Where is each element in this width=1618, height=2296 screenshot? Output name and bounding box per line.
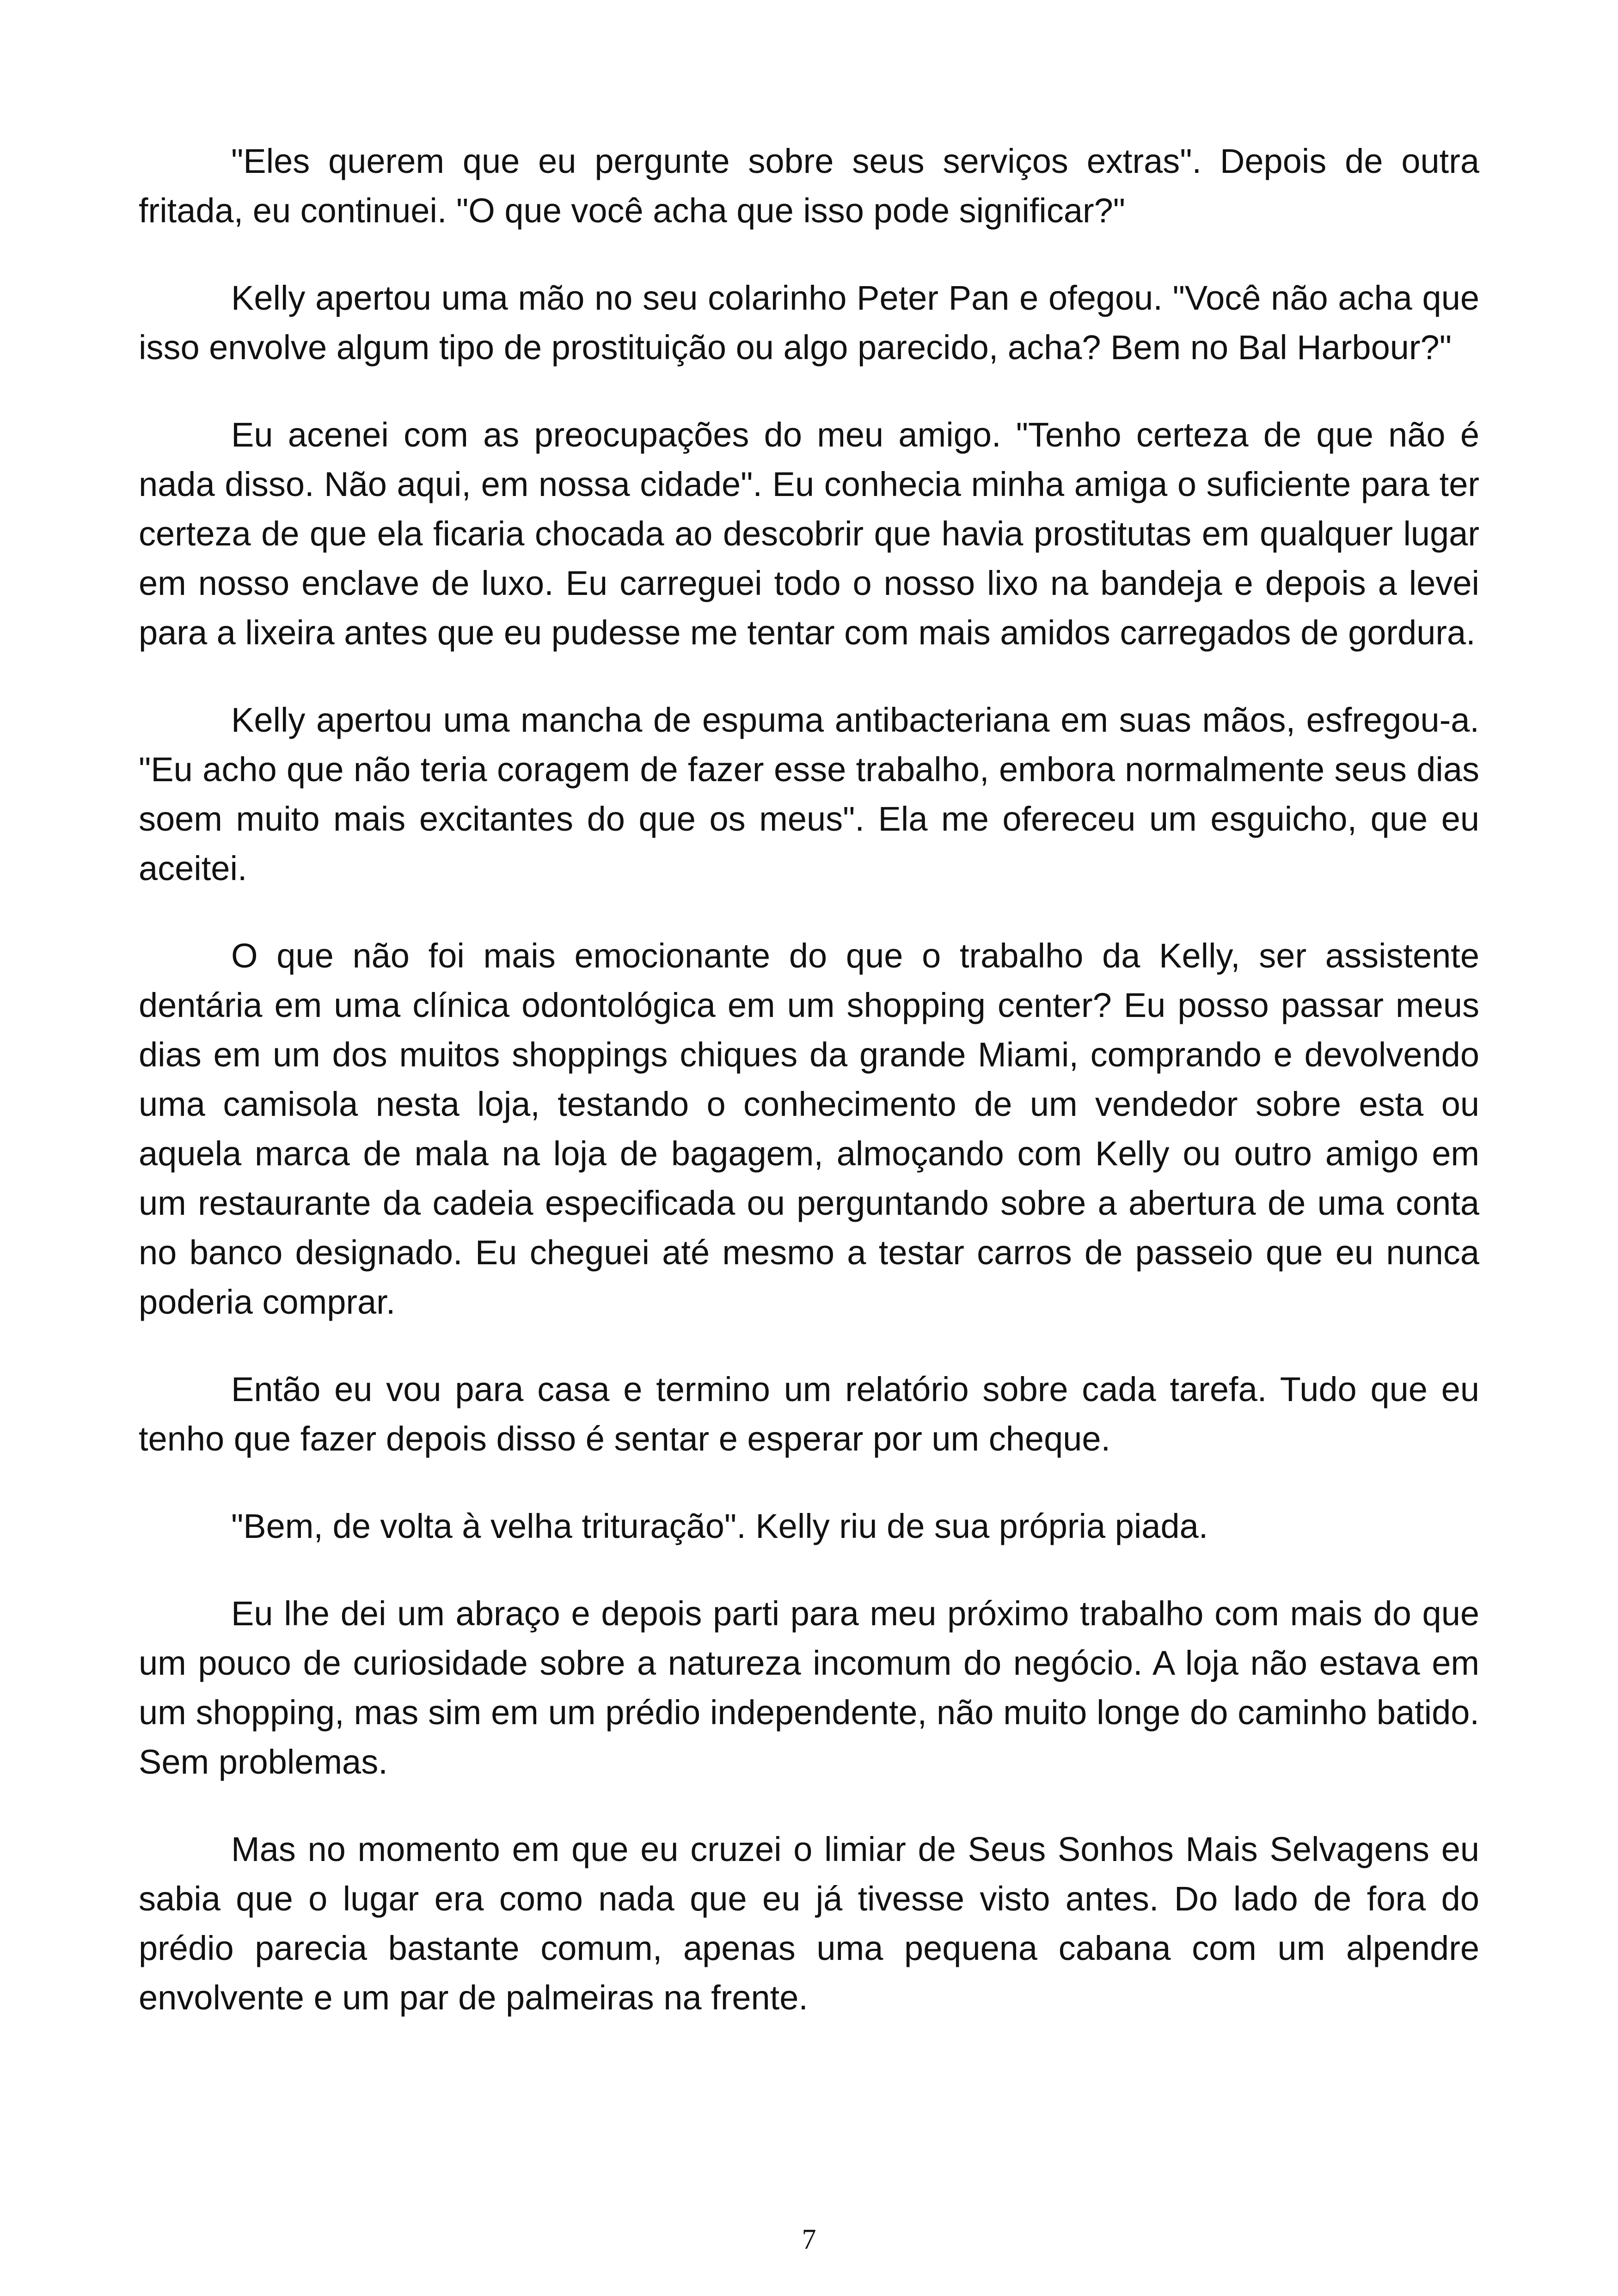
body-text xyxy=(139,136,1479,2060)
paragraph-3: Eu acenei com as preocupações do meu amigo. "Tenho certeza de que não é nada disso. Não aqui, em nossa cidade". Eu conhecia minha amiga o suficiente para ter certeza de que ela ficaria chocada ao descobrir que havia prostitutas em qualquer lugar em nosso enclave de luxo. Eu carreguei todo o nosso lixo na bandeja e depois a levei para a lixeira antes que eu pudesse me tentar com mais amidos carregados de gordura. xyxy=(139,416,1479,652)
paragraph-5: O que não foi mais emocionante do que o trabalho da Kelly, ser assistente dentária em uma clínica odontológica em um shopping center? Eu posso passar meus dias em um dos muitos shoppings chiques da grande Miami, comprando e devolvendo uma camisola nesta loja, testando o conhecimento de um vendedor sobre esta ou aquela marca de mala na loja de bagagem, almoçando com Kelly ou outro amigo em um restaurante da cadeia especificada ou perguntando sobre a abertura de uma conta no banco designado. Eu cheguei até mesmo a testar carros de passeio que eu nunca poderia comprar. xyxy=(139,937,1479,1321)
paragraph-4: Kelly apertou uma mancha de espuma antibacteriana em suas mãos, esfregou-a. "Eu acho que não teria coragem de fazer esse trabalho, embora normalmente seus dias soem muito mais excitantes do que os meus". Ela me ofereceu um esguicho, que eu aceitei. xyxy=(139,701,1479,888)
paragraph-1: "Eles querem que eu pergunte sobre seus serviços extras". Depois de outra fritada, eu continuei. "O que você acha que isso pode significar?" xyxy=(139,142,1479,230)
paragraph-2: Kelly apertou uma mão no seu colarinho Peter Pan e ofegou. "Você não acha que isso envolve algum tipo de prostituição ou algo parecido, acha? Bem no Bal Harbour?" xyxy=(139,279,1479,367)
paragraph-6: Então eu vou para casa e termino um relatório sobre cada tarefa. Tudo que eu tenho que fazer depois disso é sentar e esperar por um cheque. xyxy=(139,1370,1479,1458)
paragraph-9: Mas no momento em que eu cruzei o limiar de Seus Sonhos Mais Selvagens eu sabia que o lugar era como nada que eu já tivesse visto antes. Do lado de fora do prédio parecia bastante comum, apenas uma pequena cabana com um alpendre envolvente e um par de palmeiras na frente. xyxy=(139,1830,1479,2017)
page-number: 7 xyxy=(802,2224,816,2255)
paragraph-8: Eu lhe dei um abraço e depois parti para meu próximo trabalho com mais do que um pouco de curiosidade sobre a natureza incomum do negócio. A loja não estava em um shopping, mas sim em um prédio independente, não muito longe do caminho batido. Sem problemas. xyxy=(139,1594,1479,1781)
paragraph-7: "Bem, de volta à velha trituração". Kelly riu de sua própria piada. xyxy=(231,1507,1208,1545)
